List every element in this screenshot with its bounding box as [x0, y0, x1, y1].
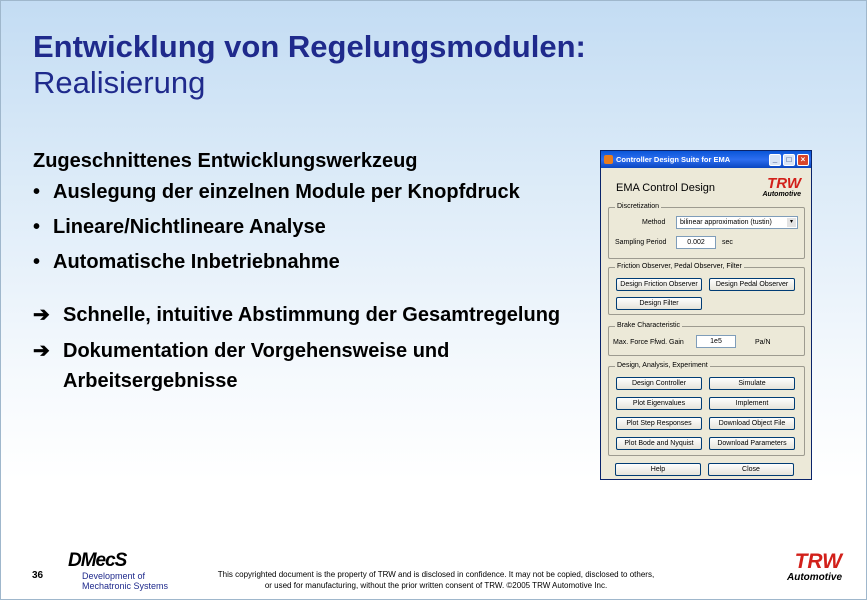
legal-line-2: or used for manufacturing, without the prior written consent of TRW. ©2005 TRW Automotive Inc.	[264, 581, 608, 590]
controller-design-window	[600, 150, 812, 480]
arrow-item	[33, 336, 593, 396]
bullet-icon: •	[33, 251, 41, 273]
arrow-text: Dokumentation der Vorgehensweise und Arbeitsergebnisse	[63, 340, 450, 392]
observer-legend: Friction Observer, Pedal Observer, Filter	[617, 263, 742, 270]
arrow-item	[33, 300, 593, 330]
page-number: 36	[32, 570, 44, 581]
dmecs-subtitle-2: Mechatronic Systems	[82, 581, 169, 591]
dmecs-logo	[68, 551, 168, 591]
dmecs-subtitle-1: Development of	[82, 571, 146, 581]
content-heading: Zugeschnittenes Entwicklungswerkzeug	[33, 150, 418, 172]
bullet-list	[33, 179, 593, 275]
sampling-label: Sampling Period	[615, 239, 667, 246]
bullet-icon: •	[33, 216, 41, 238]
bullet-item	[33, 249, 593, 275]
chevron-down-icon: ▾	[787, 218, 796, 227]
window-title: Controller Design Suite for EMA	[616, 155, 731, 164]
bullet-icon: •	[33, 181, 41, 203]
brake-characteristic-group	[608, 322, 805, 356]
implement-button[interactable]: Implement	[709, 397, 795, 410]
download-parameters-button[interactable]: Download Parameters	[709, 437, 795, 450]
plot-step-responses-button[interactable]: Plot Step Responses	[616, 417, 702, 430]
trw-logo-brand: TRW	[794, 550, 842, 573]
analysis-group	[608, 362, 805, 456]
analysis-legend: Design, Analysis, Experiment	[617, 362, 708, 369]
trw-logo-small: TRW Automotive	[762, 175, 801, 198]
discretization-legend: Discretization	[617, 203, 660, 210]
method-select[interactable]: bilinear approximation (tustin) ▾	[676, 216, 798, 229]
gain-input[interactable]: 1e5	[696, 335, 736, 348]
gain-label: Max. Force Ffwd. Gain	[613, 339, 684, 346]
arrow-text: Schnelle, intuitive Abstimmung der Gesamtregelung	[63, 304, 561, 326]
bullet-item	[33, 214, 593, 240]
legal-line-1: This copyrighted document is the property of TRW and is disclosed in confidence. It may not be copied, disclosed to others,	[217, 570, 655, 579]
design-filter-button[interactable]: Design Filter	[616, 297, 702, 310]
plot-bode-nyquist-button[interactable]: Plot Bode and Nyquist	[616, 437, 702, 450]
download-object-file-button[interactable]: Download Object File	[709, 417, 795, 430]
simulate-button[interactable]: Simulate	[709, 377, 795, 390]
window-titlebar	[601, 151, 811, 168]
gain-unit: Pa/N	[755, 339, 771, 346]
brake-legend: Brake Characteristic	[617, 322, 681, 329]
bullet-text: Auslegung der einzelnen Module per Knopfdruck	[53, 181, 520, 203]
maximize-icon[interactable]: □	[783, 154, 795, 166]
close-icon[interactable]: ×	[797, 154, 809, 166]
trw-logo-sub: Automotive	[787, 572, 842, 583]
minimize-icon[interactable]: _	[769, 154, 781, 166]
observer-group	[608, 263, 805, 315]
arrow-right-icon: ➔	[33, 304, 50, 326]
design-friction-observer-button[interactable]: Design Friction Observer	[616, 278, 702, 291]
dmecs-wordmark: DMecS	[68, 550, 127, 571]
bullet-item	[33, 179, 593, 205]
discretization-group	[608, 203, 805, 259]
slide-title	[33, 29, 586, 101]
title-line-2: Realisierung	[33, 65, 206, 100]
legal-notice	[176, 569, 696, 591]
sampling-unit: sec	[722, 239, 733, 246]
bullet-text: Lineare/Nichtlineare Analyse	[53, 216, 326, 238]
title-line-1: Entwicklung von Regelungsmodulen:	[33, 29, 586, 64]
design-controller-button[interactable]: Design Controller	[616, 377, 702, 390]
trw-logo	[787, 552, 842, 583]
sampling-period-input[interactable]: 0.002	[676, 236, 716, 249]
close-button[interactable]: Close	[708, 463, 794, 476]
arrow-right-icon: ➔	[33, 340, 50, 362]
bullet-text: Automatische Inbetriebnahme	[53, 251, 340, 273]
slide-content	[33, 148, 593, 402]
dialog-header: EMA Control Design	[616, 182, 716, 194]
design-pedal-observer-button[interactable]: Design Pedal Observer	[709, 278, 795, 291]
matlab-app-icon	[604, 155, 613, 164]
arrow-list	[33, 300, 593, 396]
method-label: Method	[642, 219, 666, 226]
help-button[interactable]: Help	[615, 463, 701, 476]
plot-eigenvalues-button[interactable]: Plot Eigenvalues	[616, 397, 702, 410]
